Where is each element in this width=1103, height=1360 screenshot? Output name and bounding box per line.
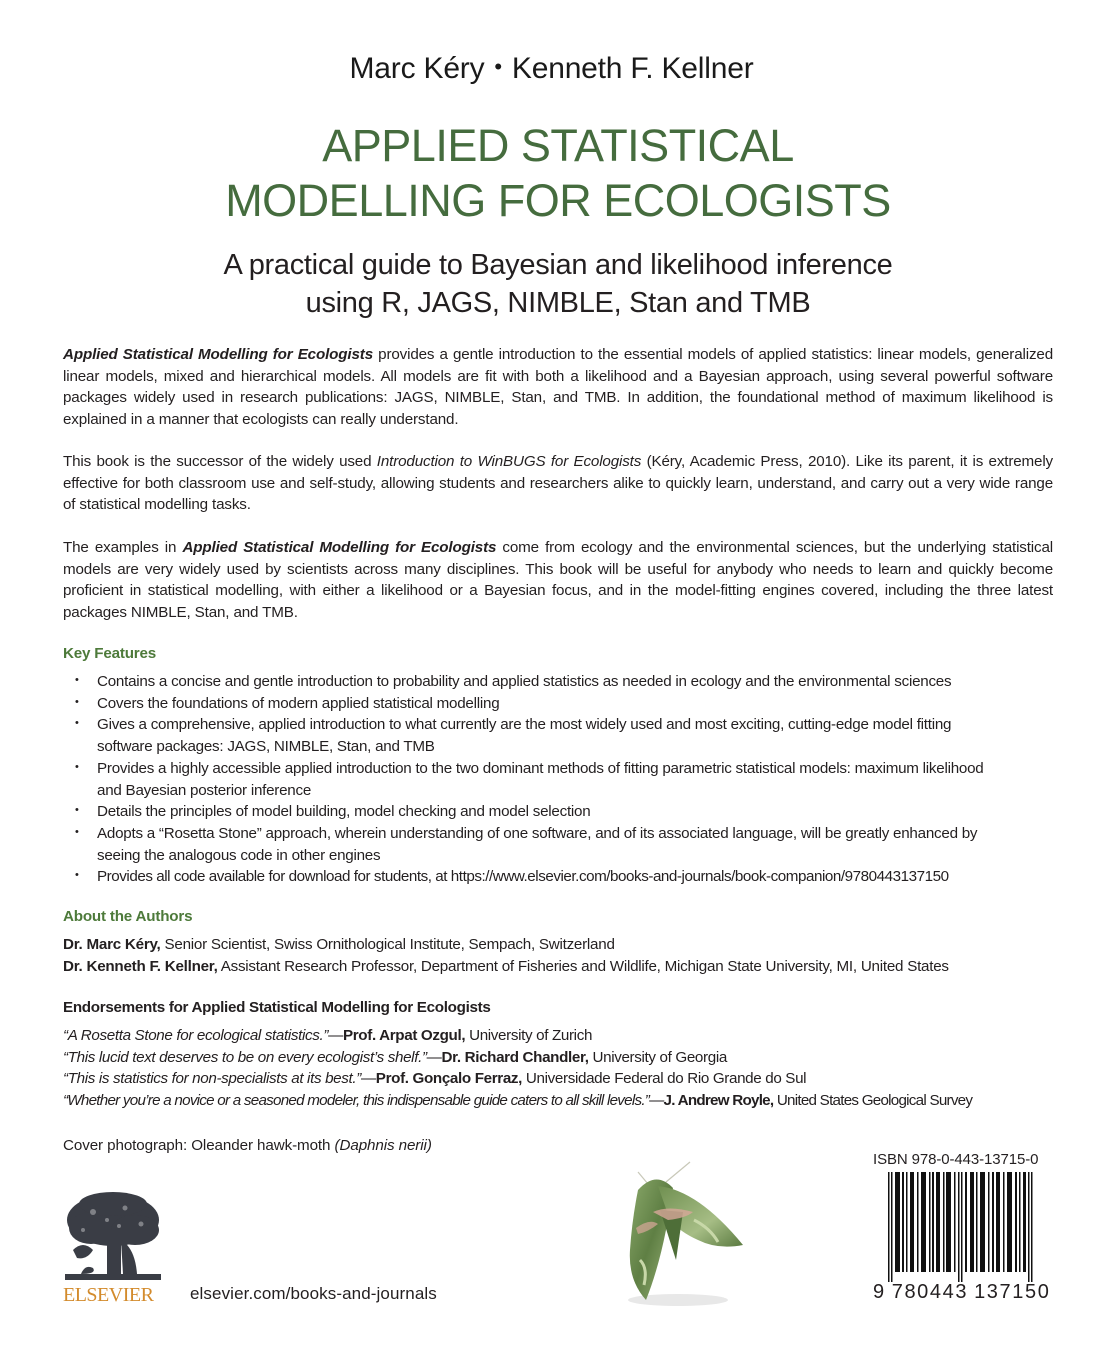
key-features-list <box>63 671 1063 888</box>
endorser-name: J. Andrew Royle, <box>663 1092 774 1110</box>
paragraph-text: This book is the successor of the widely used <box>63 453 377 470</box>
endorsements-heading: Endorsements for Applied Statistical Modelling for Ecologists <box>63 999 491 1016</box>
dash: — <box>426 1048 442 1066</box>
endorser-name: Prof. Arpat Ozgul, <box>342 1027 466 1044</box>
endorser-name: Dr. Richard Chandler, <box>441 1048 589 1066</box>
endorsement-item <box>63 1068 1063 1090</box>
book-title-line-2: MODELLING FOR ECOLOGISTS <box>225 175 891 226</box>
paragraph-text: provides a gentle introduction to the essential models of applied statistics: linear models, generalized linear models, mixed and hierarchical models. All models are fit with both a likelihood and a Bayesian approach, using several powerful software packages widely used in research publications: JAGS, NIMBLE, Stan, and TMB. In addition, the foundational method of maximum likelihood is explained in a manner that ecologists can really understand. <box>63 346 1053 428</box>
bullet-icon: • <box>75 717 79 730</box>
cover-authors <box>0 52 1103 86</box>
isbn-label: ISBN 978-0-443-13715-0 <box>873 1151 1039 1168</box>
endorsement-item <box>63 1090 1063 1112</box>
description-paragraph-3 <box>63 537 1053 623</box>
bullet-icon: • <box>75 760 79 773</box>
author-bio-name: Dr. Marc Kéry, <box>63 936 161 953</box>
dash: — <box>649 1092 664 1110</box>
paragraph-text: (Kéry, Academic Press, 2010). Like its parent, it is extremely effective for both classroom use and self-study, allowing students and researchers alike to quickly learn, understand, and carry out a very wide range of statistical modelling tasks. <box>63 453 1054 513</box>
feature-text: Contains a concise and gentle introduction to probability and applied statistics as needed in ecology and the environmental sciences <box>97 673 952 690</box>
description-paragraph-2 <box>63 451 1053 516</box>
feature-text-with-url: Provides all code available for download for students, at https://www.elsevier.com/books-and-journals/book-companion/9780443137150 <box>97 868 949 886</box>
endorsements-list <box>63 1025 1063 1112</box>
feature-item <box>63 823 1063 866</box>
bullet-icon: • <box>75 695 79 708</box>
author-separator: • <box>494 54 502 79</box>
elsevier-wordmark: ELSEVIER <box>63 1284 154 1306</box>
endorser-org: University of Zurich <box>465 1027 593 1044</box>
about-authors-list <box>63 934 1063 977</box>
author-bio <box>63 934 1063 956</box>
endorsement-quote: “This is statistics for non-specialists at its best.” <box>63 1070 361 1088</box>
feature-item <box>63 801 1063 823</box>
book-title-inline: Applied Statistical Modelling for Ecologists <box>182 539 497 556</box>
author-bio-name: Dr. Kenneth F. Kellner, <box>63 957 218 975</box>
endorser-name: Prof. Gonçalo Ferraz, <box>375 1070 523 1088</box>
book-subtitle <box>0 246 1103 322</box>
paragraph-text: come from ecology and the environmental sciences, but the underlying statistical models are very widely used by scientists across many disciplines. This book will be useful for anybody who needs to learn and quickly become proficient in statistical modelling, with either a likelihood or a Bayesian focus, and in the model-fitting engines covered, including the three latest packages NIMBLE, Stan, and TMB. <box>63 539 1054 621</box>
dash: — <box>328 1027 343 1044</box>
book-subtitle-line-1: A practical guide to Bayesian and likelihood inference <box>223 249 893 281</box>
book-title-inline: Applied Statistical Modelling for Ecologists <box>63 346 373 363</box>
endorsement-quote: “This lucid text deserves to be on every ecologist’s shelf.” <box>63 1048 427 1066</box>
feature-text: Gives a comprehensive, applied introduction to what currently are the most widely used and most exciting, cutting-edge model fitting software packages: JAGS, NIMBLE, Stan, and TMB <box>97 716 952 756</box>
endorser-org: Universidade Federal do Rio Grande do Sul <box>522 1070 807 1088</box>
publisher-url[interactable]: elsevier.com/books-and-journals <box>190 1284 437 1303</box>
author-name-1: Marc Kéry <box>349 52 485 85</box>
feature-text: Provides a highly accessible applied introduction to the two dominant methods of fitting parametric statistical models: maximum likelihood and Bayesian posterior inference <box>97 759 984 799</box>
endorser-org: United States Geological Survey <box>773 1092 973 1110</box>
book-title <box>0 118 1103 228</box>
author-bio-affiliation: Assistant Research Professor, Department of Fisheries and Wildlife, Michigan State University, MI, United States <box>217 957 949 975</box>
book-subtitle-line-2: using R, JAGS, NIMBLE, Stan and TMB <box>305 287 811 319</box>
author-name-2: Kenneth F. Kellner <box>511 52 754 85</box>
feature-text: Adopts a “Rosetta Stone” approach, wherein understanding of one software, and of its associated language, will be greatly enhanced by seeing the analogous code in other engines <box>97 824 978 864</box>
species-name: (Daphnis nerii) <box>334 1137 432 1154</box>
bullet-icon: • <box>75 825 79 838</box>
dash: — <box>360 1070 376 1088</box>
bullet-icon: • <box>75 869 79 882</box>
feature-item <box>63 758 1063 801</box>
author-bio <box>63 956 1063 978</box>
endorsement-item <box>63 1025 1063 1047</box>
isbn-barcode-icon <box>888 1172 1033 1282</box>
bullet-icon: • <box>75 674 79 686</box>
author-bio-affiliation: Senior Scientist, Swiss Ornithological Institute, Sempach, Switzerland <box>160 936 615 953</box>
book-title-line-1: APPLIED STATISTICAL <box>322 120 794 171</box>
endorser-org: University of Georgia <box>588 1048 727 1066</box>
credit-text: Cover photograph: Oleander hawk-moth <box>63 1137 335 1154</box>
hawk-moth-image <box>598 1150 758 1310</box>
paragraph-text: The examples in <box>63 539 183 556</box>
about-authors-heading: About the Authors <box>63 908 193 925</box>
feature-text: Details the principles of model building, model checking and model selection <box>97 803 591 821</box>
predecessor-title: Introduction to WinBUGS for Ecologists <box>376 453 642 470</box>
isbn-digits <box>873 1281 1056 1304</box>
isbn-digit-group-2: 137150 <box>974 1281 1051 1303</box>
cover-photo-credit <box>63 1137 432 1154</box>
key-features-heading: Key Features <box>63 645 156 662</box>
bullet-icon: • <box>75 804 79 817</box>
endorsement-item <box>63 1047 1063 1069</box>
feature-text: Covers the foundations of modern applied statistical modelling <box>97 694 500 712</box>
endorsement-quote: “A Rosetta Stone for ecological statistics.” <box>63 1027 329 1044</box>
isbn-digit-lead: 9 <box>873 1281 886 1303</box>
isbn-digit-group-1: 780443 <box>891 1281 969 1303</box>
endorsement-quote: “Whether you’re a novice or a seasoned modeler, this indispensable guide caters to all skill levels.” <box>63 1092 650 1110</box>
feature-item <box>63 671 1063 693</box>
feature-item <box>63 714 1063 757</box>
feature-item <box>63 693 1063 715</box>
description-paragraph-1 <box>63 344 1053 430</box>
feature-item <box>63 866 1063 888</box>
